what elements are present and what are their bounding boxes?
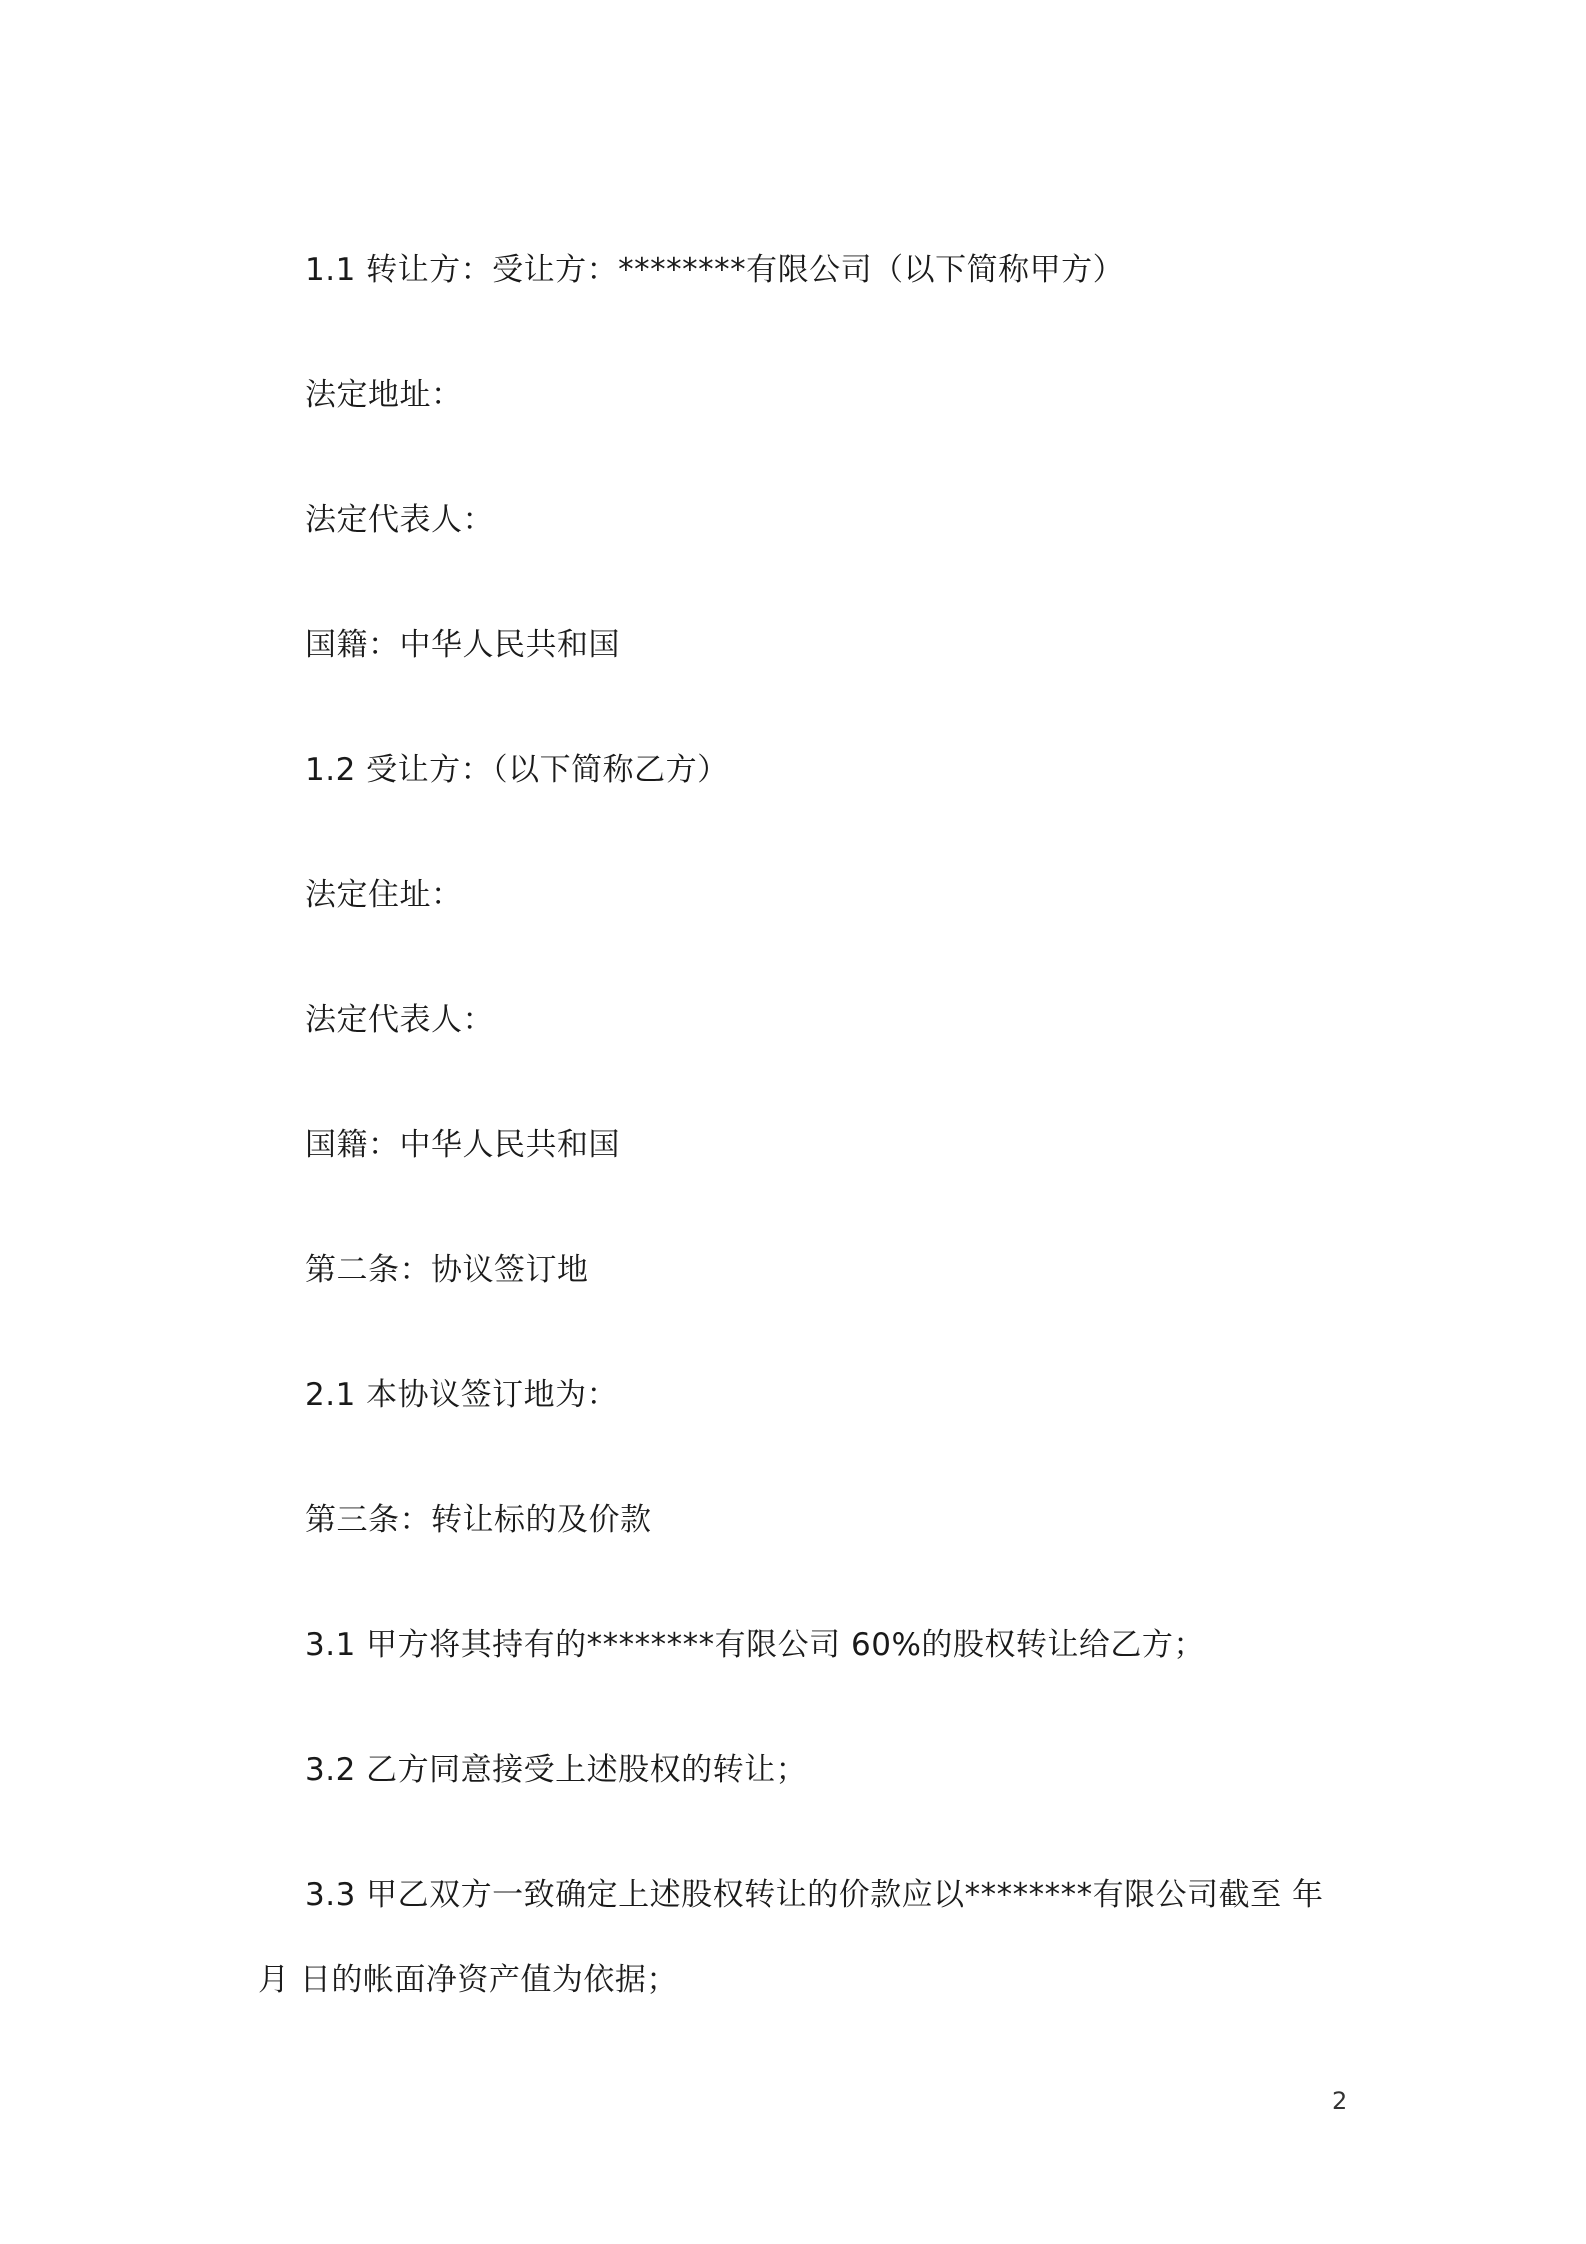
legal-residence-label: 法定住址： bbox=[305, 877, 463, 913]
page-number: 2 bbox=[1332, 2087, 1348, 2115]
clause-3-3-price-basis-continued: 月 日的帐面净资产值为依据； bbox=[258, 1962, 678, 1998]
nationality-a: 国籍：中华人民共和国 bbox=[305, 627, 620, 663]
clause-3-2-acceptance: 3.2 乙方同意接受上述股权的转让； bbox=[305, 1752, 808, 1788]
clause-3-3-price-basis: 3.3 甲乙双方一致确定上述股权转让的价款应以********有限公司截至 年 bbox=[305, 1877, 1324, 1913]
article-3-heading: 第三条：转让标的及价款 bbox=[305, 1502, 652, 1538]
nationality-b: 国籍：中华人民共和国 bbox=[305, 1127, 620, 1163]
clause-1-1-transferor: 1.1 转让方：受让方：********有限公司（以下简称甲方） bbox=[305, 252, 1125, 288]
article-2-heading: 第二条：协议签订地 bbox=[305, 1252, 589, 1288]
clause-1-2-transferee: 1.2 受让方：（以下简称乙方） bbox=[305, 752, 729, 788]
legal-representative-label-a: 法定代表人： bbox=[305, 502, 494, 538]
legal-address-label: 法定地址： bbox=[305, 377, 463, 413]
clause-3-1-equity-transfer: 3.1 甲方将其持有的********有限公司 60%的股权转让给乙方； bbox=[305, 1627, 1205, 1663]
legal-representative-label-b: 法定代表人： bbox=[305, 1002, 494, 1038]
clause-2-1-signing-place: 2.1 本协议签订地为： bbox=[305, 1377, 619, 1413]
